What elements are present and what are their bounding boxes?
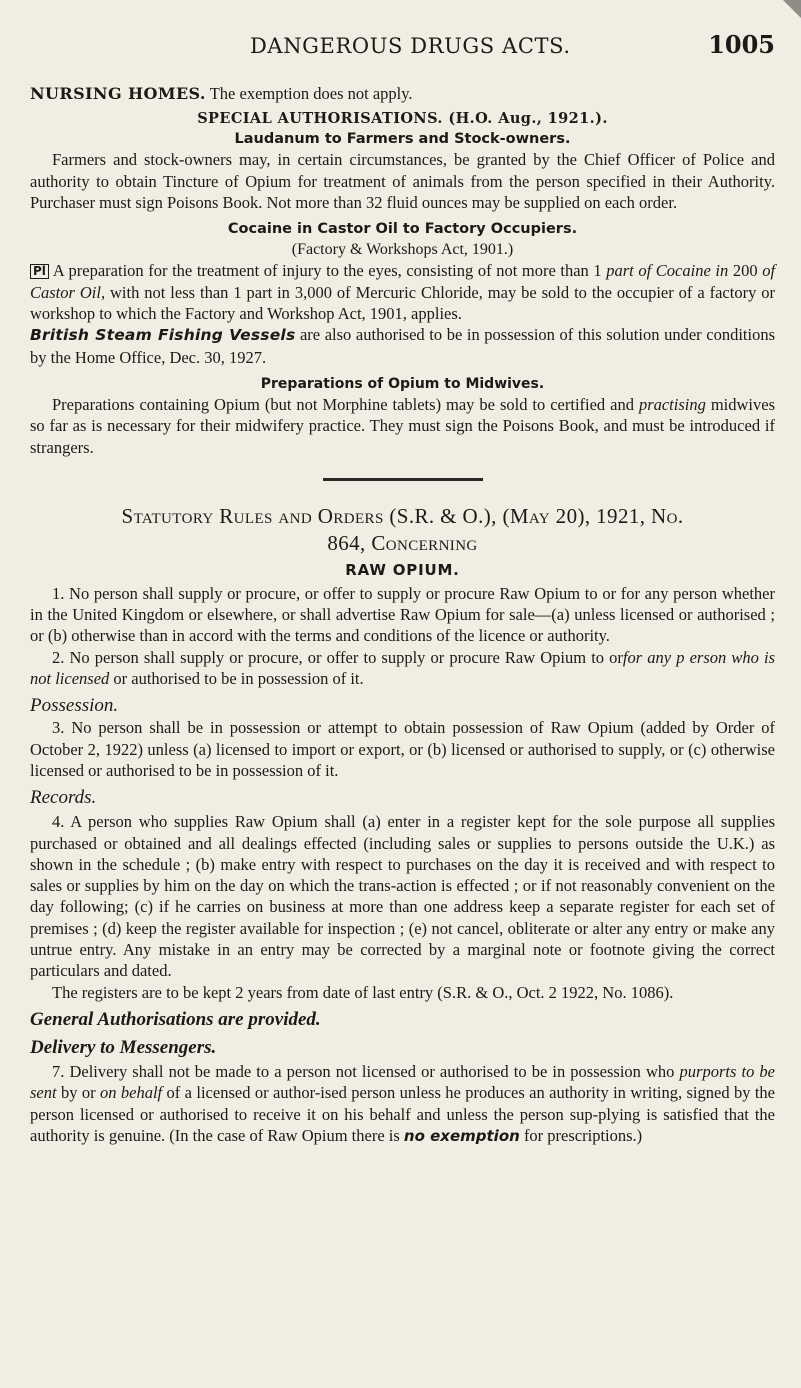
rule-7-text-4: on behalf xyxy=(100,1083,163,1103)
laudanum-heading: Laudanum to Farmers and Stock-owners. xyxy=(234,131,571,148)
page-corner-mark xyxy=(783,0,801,18)
running-header xyxy=(30,30,775,59)
rule-7-text-3: by or xyxy=(60,1083,96,1103)
cocaine-text-1: A preparation for the treatment of injury to the eyes, consisting of not more than 1 xyxy=(52,261,602,281)
cocaine-text-5: with not less than 1 part in 3,000 of Mercuric Chloride, may be sold to the occupier of a factory or workshop to which the Factory and Workshop Act, 1901, applies. xyxy=(30,282,775,324)
raw-opium-heading: RAW OPIUM. xyxy=(345,560,460,579)
cocaine-subheading: (Factory & Workshops Act, 1901.) xyxy=(291,241,514,259)
steam-vessels-text: are also authorised to be in possession of this solution under conditions by the Home Office, Dec. 30, 1927. xyxy=(30,325,776,367)
rule-4-paragraph: 4. A person who supplies Raw Opium shall (a) enter in a register kept for the sole purpose all supplies purchased or obtained and all dealings effected (including sales or supplies to persons outside the U.K.) as shown in the schedule ; (b) make entry with respect to purchases on the day it is received and with respect to sales or supplies by him on the day on which the trans-action is effected ; or if not reasonably convenient on the day following; (c) if he carries on business at more than one address keep a separate register for each set of premises ; (d) keep the register available for inspection ; (e) not cancel, obliterate or alter any entry or make any untrue entry. Any mistake in an entry may be corrected by a marginal note or footnote giving the correct particulars and dated. xyxy=(30,812,775,981)
running-title: DANGEROUS DRUGS ACTS. xyxy=(250,34,571,58)
rule-3-paragraph: 3. No person shall be in possession or attempt to obtain possession of Raw Opium (added by Order of October 2, 1922) unless (a) licensed to import or export, or (b) licensed or authorised to supply, or (c) otherwise licensed or authorised to be in possession of it. xyxy=(30,718,775,780)
rule-7-text-2: purports to be sent xyxy=(30,1061,776,1103)
rule-2-text-3: or authorised to be in possession of it. xyxy=(113,669,364,689)
document-body xyxy=(30,83,775,1147)
cocaine-text-2: part of Cocaine in xyxy=(606,261,729,281)
page-number: 1005 xyxy=(708,30,775,59)
laudanum-paragraph: Farmers and stock-owners may, in certain circumstances, be granted by the Chief Officer of Police and authority to obtain Tincture of Opium for treatment of animals from the person specified in their Authority. Purchaser must sign Poisons Book. Not more than 32 fluid ounces may be supplied on each order. xyxy=(30,150,775,212)
steam-vessels-paragraph xyxy=(30,324,775,368)
nursing-homes-label: NURSING HOMES. xyxy=(30,84,206,103)
statutory-line-1: Statutory Rules and Orders (S.R. & O.), (May 20), 1921, No. xyxy=(121,503,684,528)
cocaine-heading: Cocaine in Castor Oil to Factory Occupiers. xyxy=(227,221,578,238)
rule-7-text-7: for prescriptions.) xyxy=(523,1125,643,1145)
midwives-text-1: Preparations containing Opium (but not Morphine tablets) may be sold to certified and xyxy=(52,394,634,414)
rule-7-paragraph xyxy=(30,1061,775,1147)
statutory-heading xyxy=(30,503,775,557)
cocaine-paragraph xyxy=(30,260,775,324)
nursing-homes-paragraph xyxy=(30,83,775,104)
midwives-heading: Preparations of Opium to Midwives. xyxy=(260,375,545,392)
midwives-paragraph xyxy=(30,394,775,458)
rule-2-paragraph xyxy=(30,647,775,690)
general-authorisations-heading: General Authorisations are provided. xyxy=(30,1008,321,1030)
statutory-line-2: 864, Concerning xyxy=(327,530,478,555)
possession-heading: Possession. xyxy=(30,695,119,717)
no-exemption-emphasis: no exemption xyxy=(403,1126,520,1145)
nursing-homes-text: The exemption does not apply. xyxy=(209,84,413,103)
midwives-text-2: practising xyxy=(638,394,706,414)
rule-7-text-5: of a licensed or author-ised person unless he produces an authority in writing, signed by the person licensed or authorised to receive it on his behalf and unless the person sup-plying is satisfied that the authority is genuine. (In the case of Raw Opium there is xyxy=(30,1083,776,1145)
steam-vessels-label: British Steam Fishing Vessels xyxy=(30,326,296,345)
rule-2-text-1: 2. No person shall supply or procure, or offer to supply or procure Raw Opium to or xyxy=(52,647,623,667)
cocaine-text-3: 200 xyxy=(732,261,758,281)
poison-marker-badge: Pl xyxy=(30,264,49,279)
rule-1-paragraph: 1. No person shall supply or procure, or offer to supply or procure Raw Opium to or for any person whether in the United Kingdom or elsewhere, or shall advertise Raw Opium for sale—(a) unless licensed or authorised ; or (b) otherwise than in accord with the terms and conditions of the licence or authority. xyxy=(30,583,775,646)
rule-7-text-1: 7. Delivery shall not be made to a person not licensed or authorised to be in possession who xyxy=(52,1061,675,1081)
registers-paragraph: The registers are to be kept 2 years from date of last entry (S.R. & O., Oct. 2 1922, No. 1086). xyxy=(52,982,674,1002)
rule-2-text-2: for any p erson who is not licensed xyxy=(30,647,775,689)
records-heading: Records. xyxy=(30,787,97,809)
midwives-text-3: midwives so far as is necessary for their midwifery practice. They must sign the Poisons Book, and must be introduced if strangers. xyxy=(30,394,775,457)
section-divider xyxy=(323,478,483,481)
special-authorisations-heading: SPECIAL AUTHORISATIONS. (H.O. Aug., 1921.). xyxy=(197,110,608,128)
delivery-heading: Delivery to Messengers. xyxy=(30,1036,217,1058)
cocaine-text-4: of Castor Oil, xyxy=(30,261,776,302)
